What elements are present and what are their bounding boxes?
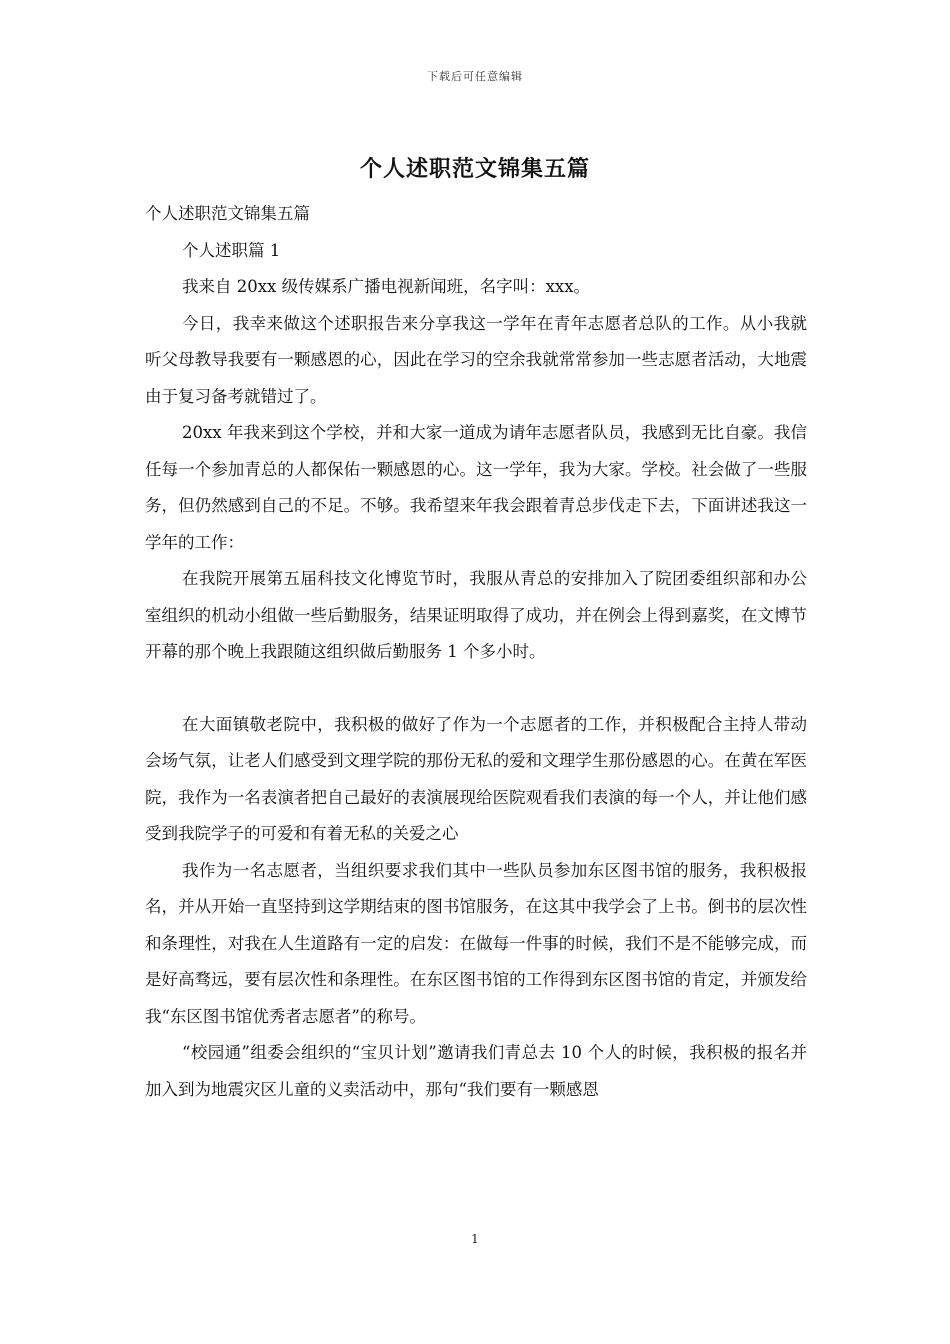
paragraph-intro: 我来自 20xx 级传媒系广播电视新闻班，名字叫：xxx。 [182, 277, 591, 296]
paragraph: 今日，我幸来做这个述职报告来分享我这一学年在青年志愿者总队的工作。从小我就听父母教导我要有一颗感恩的心，因此在学习的空余我就常常参加一些志愿者活动，大地震由于复习备考就错过了。 [145, 313, 807, 406]
paragraph: 在大面镇敬老院中，我积极的做好了作为一个志愿者的工作，并积极配合主持人带动会场气氛，让老人们感受到文理学院的那份无私的爱和文理学生那份感恩的心。在黄在军医院，我作为一名表演者把自己最好的表演展现给医院观看我们表演的每一个人，并让他们感受到我院学子的可爱和有着无私的关爱之心 [145, 714, 807, 843]
document-title: 个人述职范文锦集五篇 [359, 156, 590, 182]
paragraph: 20xx 年我来到这个学校，并和大家一道成为请年志愿者队员，我感到无比自豪。我信任每一个参加青总的人都保佑一颗感恩的心。这一学年，我为大家。学校。社会做了一些服务，但仍然感到自己的不足。不够。我希望来年我会跟着青总步伐走下去，下面讲述我这一学年的工作： [145, 423, 807, 552]
paragraph: 在我院开展第五届科技文化博览节时，我服从青总的安排加入了院团委组织部和办公室组织的机动小组做一些后勤服务，结果证明取得了成功，并在例会上得到嘉奖，在文博节开幕的那个晚上我跟随这组织做后勤服务 1 个多小时。 [145, 569, 807, 661]
paragraph: “校园通”组委会组织的“宝贝计划”邀请我们青总去 10 个人的时候，我积极的报名并加入到为地震灾区儿童的义卖活动中，那句“我们要有一颗感恩 [145, 1043, 807, 1099]
document-body [145, 196, 807, 1108]
paragraph-spacer [145, 671, 807, 707]
document-subtitle: 个人述职范文锦集五篇 [145, 204, 310, 223]
page-number: 1 [471, 1232, 479, 1246]
paragraph: 我作为一名志愿者，当组织要求我们其中一些队员参加东区图书馆的服务，我积极报名，并从开始一直坚持到这学期结束的图书馆服务，在这其中我学会了上书。倒书的层次性和条理性，对我在人生道路有一定的启发：在做每一件事的时候，我们不是不能够完成，而是好高骛远，要有层次性和条理性。在东区图书馆的工作得到东区图书馆的肯定，并颁发给我“东区图书馆优秀者志愿者”的称号。 [145, 860, 807, 1026]
section-heading: 个人述职篇 1 [182, 240, 281, 260]
header-note: 下载后可任意编辑 [427, 70, 523, 83]
